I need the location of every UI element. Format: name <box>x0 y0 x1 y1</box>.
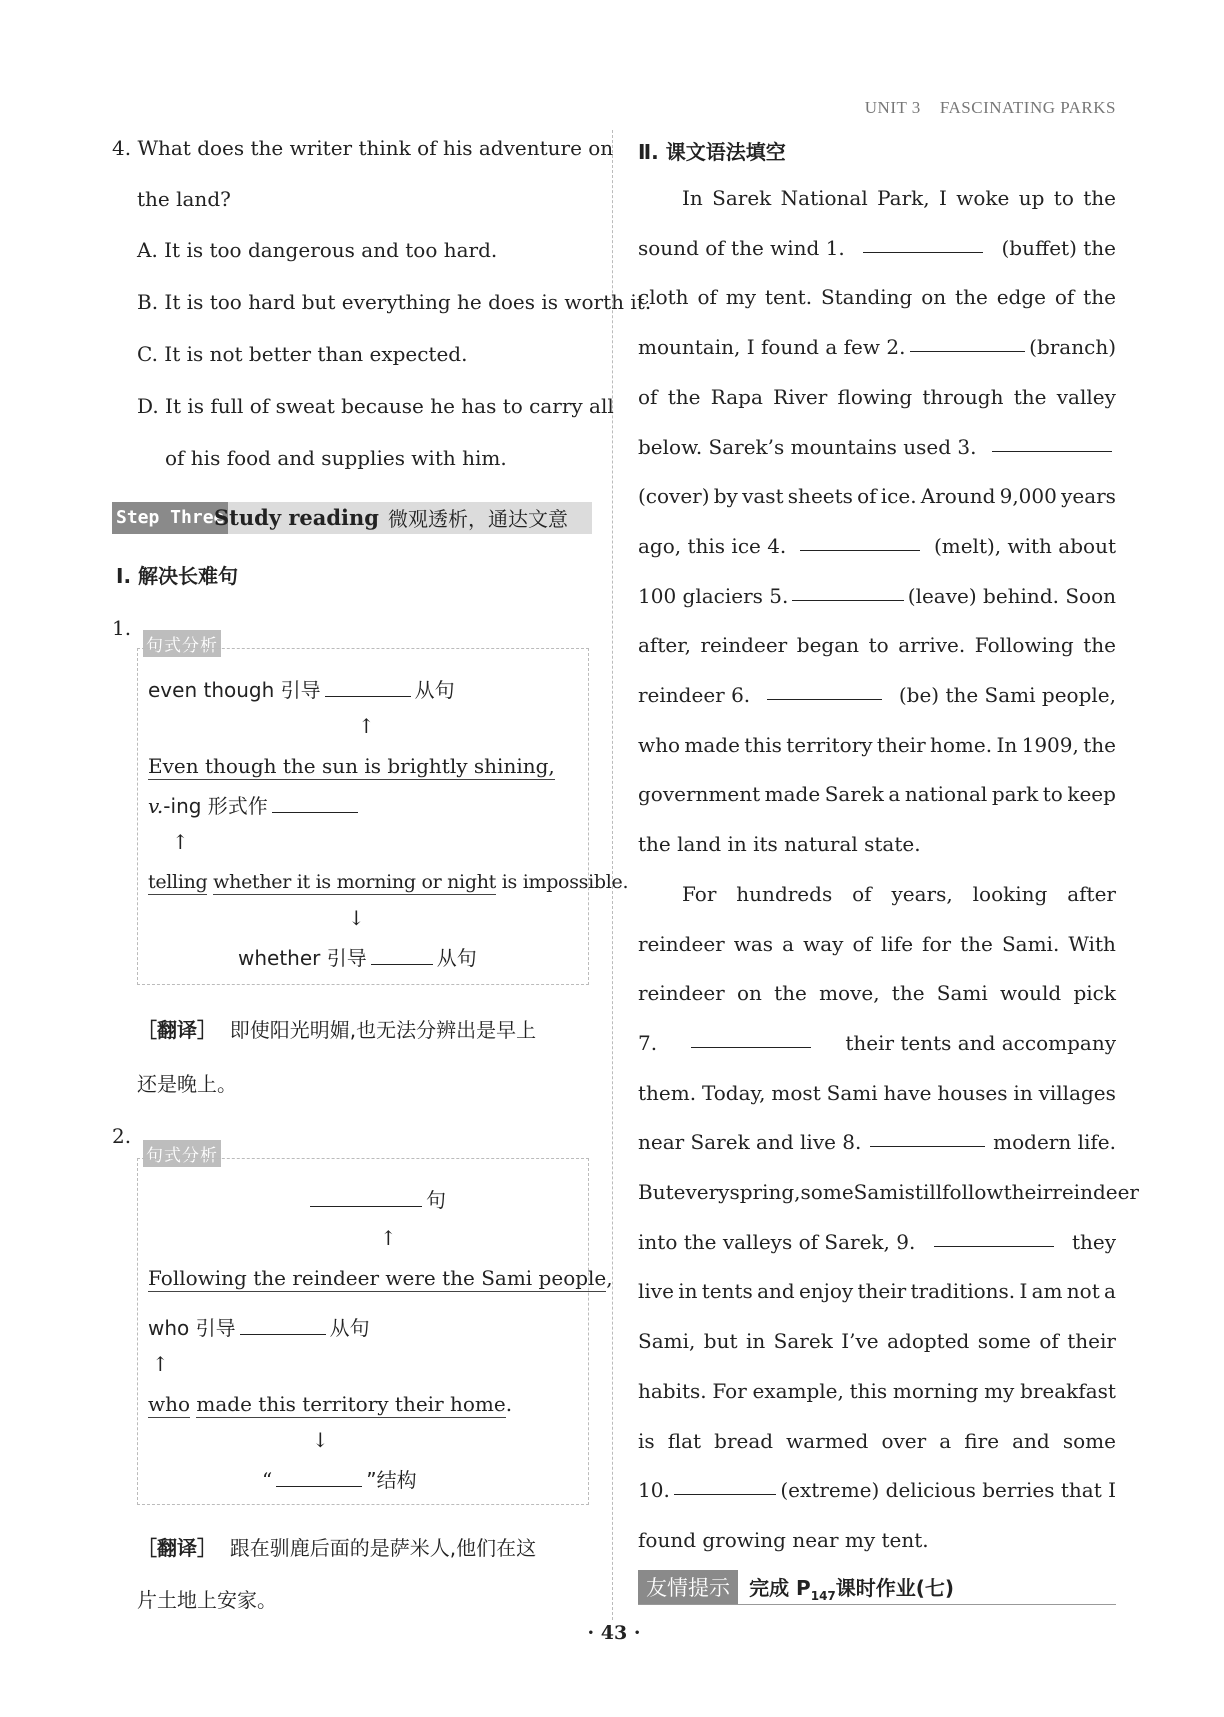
passage-word: move, <box>819 981 880 1005</box>
passage-line <box>638 1178 1139 1206</box>
passage-text: the land in its natural state. <box>638 832 921 856</box>
passage-word: bread <box>714 1429 774 1453</box>
passage-word: of <box>1039 1329 1059 1353</box>
passage-word: of <box>857 484 877 508</box>
passage-line <box>638 780 1116 808</box>
passage-word: the <box>955 285 988 309</box>
passage-word: made <box>684 733 740 757</box>
q4-option-d-line2: of his food and supplies with him. <box>165 446 507 470</box>
passage-word: enjoy <box>798 1279 854 1303</box>
passage-line <box>638 1128 1116 1156</box>
passage-word: and <box>1012 1429 1050 1453</box>
passage-word: life <box>881 932 914 956</box>
passage-word: Sami, <box>638 1329 696 1353</box>
answer-blank[interactable] <box>792 582 903 601</box>
passage-line <box>638 681 1116 709</box>
passage-text: 100 glaciers 5. <box>638 584 789 608</box>
passage-text: 7. <box>638 1031 658 1055</box>
passage-line <box>638 1029 1116 1057</box>
passage-word: began <box>796 633 860 657</box>
passage-word: the <box>667 385 701 409</box>
passage-word: park <box>991 782 1039 806</box>
passage-word: Following <box>974 633 1074 657</box>
s2-structure-note: “ ”结构 <box>262 1468 417 1492</box>
passage-word: home. <box>930 733 993 757</box>
passage-line <box>638 1377 1116 1405</box>
passage-word: some <box>800 1180 854 1204</box>
passage-word: houses <box>937 1081 1008 1105</box>
passage-word: of <box>638 385 658 409</box>
passage-line <box>638 283 1116 311</box>
s1-translation-line2: 还是晚上。 <box>137 1072 237 1096</box>
passage-word: Sami <box>936 981 988 1005</box>
passage-word: Sarek <box>712 186 772 210</box>
q4-option-b: B. It is too hard but everything he does is worth it. <box>137 290 652 314</box>
passage-word: and <box>757 1279 795 1303</box>
passage-word: tent. <box>764 285 813 309</box>
passage-text: they <box>1071 1230 1116 1254</box>
passage-word: the <box>960 932 993 956</box>
passage-word: I’ve <box>841 1329 879 1353</box>
q4-option-c: C. It is not better than expected. <box>137 342 468 366</box>
passage-word: years <box>1061 484 1116 508</box>
s1-number: 1. <box>112 616 132 640</box>
passage-line <box>638 532 1116 560</box>
passage-word: flowing <box>837 385 913 409</box>
s2-arrow-up-2: ↑ <box>152 1352 169 1376</box>
passage-word: the <box>1083 186 1116 210</box>
passage-word: am <box>1031 1279 1063 1303</box>
passage-word: (cover) <box>638 484 710 508</box>
passage-word: would <box>999 981 1062 1005</box>
s2-translation-line1: ［翻译］ 跟在驯鹿后面的是萨米人,他们在这 <box>137 1536 537 1560</box>
answer-blank[interactable] <box>691 1029 811 1048</box>
passage-line <box>638 234 1116 262</box>
passage-text: found growing near my tent. <box>638 1528 929 1552</box>
passage-word: a <box>782 932 795 956</box>
passage-word: my <box>984 1379 1015 1403</box>
passage-word: is <box>638 1429 655 1453</box>
passage-word: 9,000 <box>999 484 1057 508</box>
passage-word: their <box>1003 1180 1053 1204</box>
passage-word: reindeer <box>638 932 725 956</box>
passage-word: years, <box>891 882 953 906</box>
passage-text: (leave) behind. Soon <box>907 584 1116 608</box>
passage-word: Sami <box>826 1081 878 1105</box>
s2-number: 2. <box>112 1124 132 1148</box>
passage-word: them. <box>638 1081 697 1105</box>
section-2-title: Ⅱ. 课文语法填空 <box>638 140 786 164</box>
passage-word: the <box>891 981 925 1005</box>
passage-word: edge <box>996 285 1046 309</box>
passage-word: looking <box>972 882 1048 906</box>
passage-line <box>638 433 1116 461</box>
answer-blank[interactable] <box>934 1228 1054 1247</box>
passage-line <box>638 731 1116 759</box>
passage-text: near Sarek and live 8. <box>638 1130 862 1154</box>
s1-arrow-down: ↓ <box>348 906 365 930</box>
passage-line <box>638 1526 1116 1554</box>
passage-text: sound of the wind 1. <box>638 236 845 260</box>
passage-word: Park, <box>877 186 930 210</box>
s1-whether-note: whether 引导 从句 <box>238 946 477 970</box>
passage-word: in <box>678 1279 698 1303</box>
passage-line <box>638 830 1116 858</box>
passage-word: Standing <box>820 285 913 309</box>
passage-word: a <box>1104 1279 1116 1303</box>
passage-word: I <box>939 186 947 210</box>
passage-word: valley <box>1056 385 1116 409</box>
s2-who-note: who 引导 从句 <box>148 1316 370 1340</box>
passage-line <box>638 979 1116 1007</box>
q4-option-d-line1: D. It is full of sweat because he has to carry all <box>137 394 614 418</box>
tip-text: 完成 $P_{147}$课时作业(七) <box>749 1576 955 1603</box>
passage-word: Sarek <box>773 1329 833 1353</box>
passage-word: But <box>638 1180 674 1204</box>
passage-word: through <box>922 385 1004 409</box>
passage-word: their <box>857 1279 907 1303</box>
s1-tag-label: 句式分析 <box>143 630 221 657</box>
passage-word: in <box>1013 1081 1033 1105</box>
s1-sentence-main: Even though the sun is brightly shining, <box>148 754 555 778</box>
passage-word: most <box>771 1081 821 1105</box>
s2-sentence-who: who made this territory their home. <box>148 1392 513 1416</box>
s1-sentence-telling: telling whether it is morning or night is impossible. <box>148 871 629 893</box>
step-subtitle: 微观透析，通达文意 <box>388 507 568 531</box>
passage-word: on <box>736 981 762 1005</box>
unit-label: UNIT 3 <box>864 98 921 117</box>
passage-word: to <box>868 633 889 657</box>
passage-word: arrive. <box>898 633 966 657</box>
passage-word: who <box>638 733 681 757</box>
passage-text: (be) the Sami people, <box>898 683 1116 707</box>
passage-word: woke <box>956 186 1010 210</box>
passage-word: Sarek <box>824 782 884 806</box>
passage-word: reindeer <box>638 981 725 1005</box>
passage-word: sheets <box>787 484 853 508</box>
passage-line <box>638 1327 1116 1355</box>
passage-word: I <box>1019 1279 1028 1303</box>
passage-word: reindeer <box>1052 1180 1139 1204</box>
passage-word: example, <box>752 1379 844 1403</box>
passage-word: of <box>1054 285 1075 309</box>
passage-word: traditions. <box>910 1279 1016 1303</box>
passage-word: this <box>744 733 782 757</box>
passage-word: National <box>780 186 868 210</box>
passage-word: pick <box>1073 981 1116 1005</box>
passage-text: mountain, I found a few 2. <box>638 335 906 359</box>
passage-word: national <box>904 782 988 806</box>
passage-word: this <box>849 1379 888 1403</box>
passage-word: of <box>697 285 717 309</box>
s1-arrow-up-1: ↑ <box>358 714 375 738</box>
passage-text: modern life. <box>993 1130 1116 1154</box>
passage-word: some <box>977 1329 1031 1353</box>
passage-text: (extreme) delicious berries that I <box>780 1478 1116 1502</box>
passage-word: for <box>922 932 952 956</box>
answer-blank[interactable] <box>800 532 920 551</box>
passage-word: to <box>1053 186 1074 210</box>
passage-word: flat <box>667 1429 702 1453</box>
passage-word: follow <box>942 1180 1004 1204</box>
passage-word: territory <box>786 733 873 757</box>
s2-arrow-down: ↓ <box>312 1428 329 1452</box>
passage-word: the <box>1083 285 1116 309</box>
passage-word: warmed <box>786 1429 869 1453</box>
answer-blank[interactable] <box>767 681 882 700</box>
passage-word: the <box>1013 385 1047 409</box>
passage-word: the <box>774 981 807 1005</box>
unit-title: FASCINATING PARKS <box>939 98 1116 117</box>
passage-word: after <box>1067 882 1116 906</box>
s1-ving-note: v.-ing 形式作 <box>148 792 362 820</box>
passage-word: made <box>764 782 821 806</box>
passage-word: a <box>888 782 901 806</box>
s2-tag-label: 句式分析 <box>143 1140 221 1167</box>
passage-line <box>682 184 1116 212</box>
passage-word: For <box>712 1379 747 1403</box>
passage-word: vast <box>742 484 784 508</box>
passage-word: every <box>673 1180 730 1204</box>
passage-word: In <box>996 733 1018 757</box>
passage-word: hundreds <box>736 882 833 906</box>
passage-word: was <box>733 932 774 956</box>
passage-word: In <box>682 186 703 210</box>
passage-word: their <box>876 733 926 757</box>
s1-translation-line1: ［翻译］ 即使阳光明媚,也无法分辨出是早上 <box>137 1018 537 1042</box>
passage-word: not <box>1066 1279 1100 1303</box>
passage-text: (branch) <box>1029 335 1116 359</box>
answer-blank[interactable] <box>870 1128 985 1147</box>
page-number: · 43 · <box>587 1622 641 1644</box>
passage-line <box>638 1427 1116 1455</box>
passage-word: by <box>713 484 738 508</box>
tip-label: 友情提示 <box>638 1570 738 1604</box>
passage-word: to <box>1042 782 1063 806</box>
passage-word: way <box>803 932 844 956</box>
passage-word: River <box>773 385 828 409</box>
step-label: Step Three <box>112 502 228 534</box>
s2-translation-line2: 片土地上安家。 <box>137 1588 277 1612</box>
passage-line <box>638 333 1116 361</box>
passage-word: reindeer <box>700 633 788 657</box>
passage-word: of <box>852 932 872 956</box>
passage-word: spring, <box>729 1180 801 1204</box>
passage-word: cloth <box>638 285 689 309</box>
passage-text: ago, this ice 4. <box>638 534 787 558</box>
passage-word: breakfast <box>1020 1379 1116 1403</box>
q4-stem-line2: the land? <box>137 187 231 211</box>
passage-word: With <box>1068 932 1116 956</box>
passage-line <box>638 1228 1116 1256</box>
passage-word: adopted <box>887 1329 970 1353</box>
passage-word: tents <box>701 1279 753 1303</box>
passage-word: live <box>638 1279 674 1303</box>
s2-sentence-main: Following the reindeer were the Sami people, <box>148 1266 613 1290</box>
passage-word: up <box>1018 186 1045 210</box>
passage-word: a <box>939 1429 952 1453</box>
passage-word: my <box>725 285 757 309</box>
passage-line <box>638 930 1116 958</box>
passage-word: the <box>1083 733 1116 757</box>
s2-arrow-up-1: ↑ <box>380 1226 397 1250</box>
passage-word: on <box>921 285 947 309</box>
passage-word: For <box>682 882 717 906</box>
step-three-bar <box>112 502 592 534</box>
passage-word: but <box>703 1329 738 1353</box>
passage-word: their <box>1067 1329 1116 1353</box>
passage-text: into the valleys of Sarek, 9. <box>638 1230 916 1254</box>
passage-word: Today, <box>701 1081 766 1105</box>
passage-word: habits. <box>638 1379 707 1403</box>
q4-option-a: A. It is too dangerous and too hard. <box>137 238 498 262</box>
page-header <box>865 98 1116 118</box>
answer-blank[interactable] <box>863 234 983 253</box>
passage-line <box>682 880 1116 908</box>
passage-word: Around <box>920 484 996 508</box>
passage-word: ice. <box>880 484 917 508</box>
passage-line <box>638 482 1116 510</box>
passage-word: Sami <box>853 1180 905 1204</box>
answer-blank[interactable] <box>910 333 1025 352</box>
s2-ju-note: 句 <box>306 1186 446 1214</box>
answer-blank[interactable] <box>992 433 1112 452</box>
passage-word: morning <box>892 1379 979 1403</box>
passage-word: the <box>1083 633 1116 657</box>
passage-line <box>638 631 1116 659</box>
passage-line <box>638 383 1116 411</box>
passage-word: fire <box>964 1429 1000 1453</box>
step-title: Study reading <box>214 505 379 530</box>
homework-tip <box>638 1570 1116 1605</box>
passage-text: reindeer 6. <box>638 683 751 707</box>
s1-even-though-note: even though 引导 从句 <box>148 678 455 702</box>
passage-word: some <box>1062 1429 1116 1453</box>
passage-word: Sami. <box>1001 932 1060 956</box>
passage-text: below. Sarek’s mountains used 3. <box>638 435 977 459</box>
passage-word: Rapa <box>710 385 763 409</box>
q4-stem-line1: 4. What does the writer think of his adventure on <box>112 136 614 160</box>
section-1-title: Ⅰ. 解决长难句 <box>116 564 239 588</box>
passage-word: over <box>881 1429 927 1453</box>
passage-word: have <box>883 1081 932 1105</box>
passage-word: after, <box>638 633 691 657</box>
passage-line <box>638 1277 1116 1305</box>
passage-word: villages <box>1038 1081 1116 1105</box>
passage-word: of <box>852 882 872 906</box>
passage-word: still <box>904 1180 943 1204</box>
passage-word: in <box>745 1329 766 1353</box>
s1-arrow-up-2: ↑ <box>172 830 189 854</box>
passage-text: 10. <box>638 1478 670 1502</box>
answer-blank[interactable] <box>674 1476 777 1495</box>
passage-word: government <box>638 782 761 806</box>
passage-text: their tents and accompany <box>845 1031 1116 1055</box>
passage-line <box>638 1079 1116 1107</box>
passage-line <box>638 1476 1116 1504</box>
passage-text: (melt), with about <box>933 534 1116 558</box>
passage-word: 1909, <box>1021 733 1079 757</box>
passage-text: (buffet) the <box>1001 236 1116 260</box>
passage-word: keep <box>1067 782 1116 806</box>
passage-line <box>638 582 1116 610</box>
